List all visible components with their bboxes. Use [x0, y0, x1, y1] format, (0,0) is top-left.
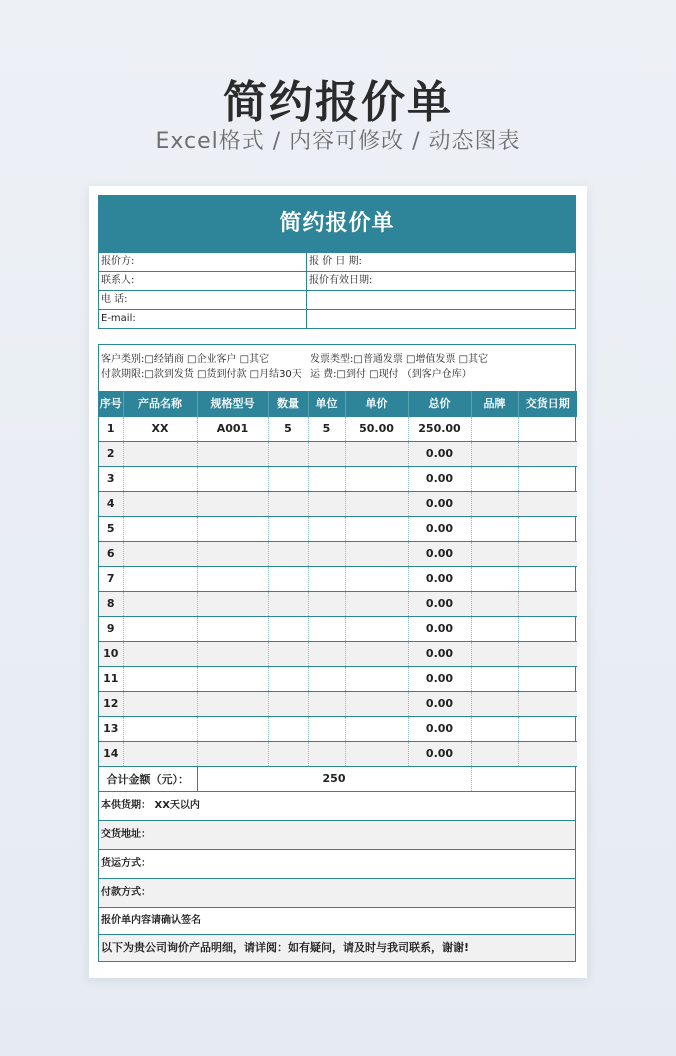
- table-row: [99, 641, 577, 666]
- delivery-date-cell[interactable]: [518, 591, 577, 616]
- table-row: [99, 566, 577, 591]
- info-blank-field[interactable]: [307, 310, 575, 328]
- brand-cell[interactable]: [471, 441, 518, 466]
- total-price-cell[interactable]: 0.00: [408, 741, 471, 766]
- unit-cell[interactable]: [308, 591, 345, 616]
- quantity-cell[interactable]: [268, 691, 308, 716]
- product-name-cell[interactable]: [123, 466, 197, 491]
- unit-cell[interactable]: [308, 541, 345, 566]
- brand-cell[interactable]: [471, 591, 518, 616]
- spec-cell[interactable]: [197, 616, 268, 641]
- quantity-cell[interactable]: [268, 491, 308, 516]
- table-header-row: [99, 391, 577, 416]
- brand-cell[interactable]: [471, 566, 518, 591]
- delivery-date-cell[interactable]: [518, 566, 577, 591]
- product-name-cell[interactable]: [123, 591, 197, 616]
- unit-cell[interactable]: [308, 666, 345, 691]
- column-header: 数量: [268, 391, 308, 416]
- shipping-method-note[interactable]: 货运方式：: [99, 849, 575, 878]
- unit-price-cell[interactable]: [345, 691, 408, 716]
- product-name-cell[interactable]: [123, 741, 197, 766]
- unit-cell[interactable]: 5: [308, 416, 345, 441]
- quantity-cell[interactable]: [268, 541, 308, 566]
- brand-cell[interactable]: [471, 666, 518, 691]
- product-name-cell[interactable]: [123, 666, 197, 691]
- header-section: [98, 195, 576, 329]
- table-row: [99, 491, 577, 516]
- quantity-cell[interactable]: [268, 666, 308, 691]
- product-name-cell[interactable]: [123, 541, 197, 566]
- spec-cell[interactable]: [197, 691, 268, 716]
- quantity-cell[interactable]: [268, 516, 308, 541]
- brand-cell[interactable]: [471, 716, 518, 741]
- unit-cell[interactable]: [308, 491, 345, 516]
- row-number: 10: [99, 641, 123, 666]
- brand-cell[interactable]: [471, 691, 518, 716]
- brand-cell[interactable]: [471, 466, 518, 491]
- unit-price-cell[interactable]: [345, 541, 408, 566]
- column-header: 总价: [408, 391, 471, 416]
- unit-price-cell[interactable]: [345, 591, 408, 616]
- total-row: [99, 766, 577, 791]
- delivery-address-note[interactable]: 交货地址：: [99, 820, 575, 849]
- table-row: [99, 616, 577, 641]
- column-header: 单价: [345, 391, 408, 416]
- spec-cell[interactable]: [197, 566, 268, 591]
- row-number: 5: [99, 516, 123, 541]
- quoter-field[interactable]: 报价方:: [99, 253, 307, 271]
- table-row: [99, 591, 577, 616]
- column-header: 单位: [308, 391, 345, 416]
- spec-cell[interactable]: [197, 491, 268, 516]
- total-price-cell[interactable]: 250.00: [408, 416, 471, 441]
- column-header: 规格型号: [197, 391, 268, 416]
- delivery-date-cell[interactable]: [518, 516, 577, 541]
- product-name-cell[interactable]: [123, 616, 197, 641]
- row-number: 12: [99, 691, 123, 716]
- payment-term-options[interactable]: 付款期限:□款到发货 □货到付款 □月结30天: [101, 369, 302, 380]
- total-price-cell[interactable]: 0.00: [408, 516, 471, 541]
- unit-price-cell[interactable]: [345, 666, 408, 691]
- row-number: 4: [99, 491, 123, 516]
- brand-cell[interactable]: [471, 741, 518, 766]
- invoice-type-options[interactable]: 发票类型:□普通发票 □增值发票 □其它: [310, 354, 489, 365]
- unit-price-cell[interactable]: 50.00: [345, 416, 408, 441]
- unit-price-cell[interactable]: [345, 616, 408, 641]
- unit-price-cell[interactable]: [345, 566, 408, 591]
- quote-sheet: [89, 186, 587, 978]
- unit-cell[interactable]: [308, 716, 345, 741]
- spec-cell[interactable]: [197, 666, 268, 691]
- delivery-period-note[interactable]: 本供货期： XX天以内: [99, 791, 575, 820]
- quantity-cell[interactable]: [268, 741, 308, 766]
- delivery-date-cell[interactable]: [518, 416, 577, 441]
- quantity-cell[interactable]: [268, 591, 308, 616]
- column-header: 交货日期: [518, 391, 577, 416]
- brand-cell[interactable]: [471, 541, 518, 566]
- unit-price-cell[interactable]: [345, 641, 408, 666]
- quantity-cell[interactable]: [268, 616, 308, 641]
- unit-price-cell[interactable]: [345, 741, 408, 766]
- row-number: 7: [99, 566, 123, 591]
- spec-cell[interactable]: [197, 641, 268, 666]
- brand-cell[interactable]: [471, 641, 518, 666]
- product-name-cell[interactable]: [123, 491, 197, 516]
- info-row: [99, 271, 575, 290]
- total-value[interactable]: 250: [197, 766, 471, 791]
- payment-method-note[interactable]: 付款方式：: [99, 878, 575, 907]
- delivery-date-cell[interactable]: [518, 441, 577, 466]
- quantity-cell[interactable]: 5: [268, 416, 308, 441]
- product-name-cell[interactable]: [123, 641, 197, 666]
- product-name-cell[interactable]: [123, 516, 197, 541]
- column-header: 品牌: [471, 391, 518, 416]
- unit-price-cell[interactable]: [345, 716, 408, 741]
- valid-date-field[interactable]: 报价有效日期:: [309, 275, 373, 286]
- unit-price-cell[interactable]: [345, 516, 408, 541]
- spec-cell[interactable]: [197, 516, 268, 541]
- spec-cell[interactable]: [197, 741, 268, 766]
- row-number: 9: [99, 616, 123, 641]
- info-blank-field[interactable]: [307, 291, 575, 309]
- brand-cell[interactable]: [471, 516, 518, 541]
- info-row: [99, 252, 575, 271]
- row-number: 1: [99, 416, 123, 441]
- customer-type-options[interactable]: 客户类别:□经销商 □企业客户 □其它: [101, 354, 270, 365]
- total-price-cell[interactable]: 0.00: [408, 541, 471, 566]
- sheet-banner: 简约报价单: [99, 196, 575, 252]
- total-price-cell[interactable]: 0.00: [408, 616, 471, 641]
- options-block: [99, 345, 575, 391]
- row-number: 11: [99, 666, 123, 691]
- spec-cell[interactable]: A001: [197, 416, 268, 441]
- unit-cell[interactable]: [308, 566, 345, 591]
- table-row: [99, 541, 577, 566]
- unit-price-cell[interactable]: [345, 441, 408, 466]
- quantity-cell[interactable]: [268, 566, 308, 591]
- table-row: [99, 716, 577, 741]
- column-header: 产品名称: [123, 391, 197, 416]
- row-number: 3: [99, 466, 123, 491]
- total-price-cell[interactable]: 0.00: [408, 641, 471, 666]
- brand-cell[interactable]: [471, 416, 518, 441]
- unit-price-cell[interactable]: [345, 466, 408, 491]
- row-number: 14: [99, 741, 123, 766]
- total-price-cell[interactable]: 0.00: [408, 466, 471, 491]
- unit-cell[interactable]: [308, 741, 345, 766]
- spec-cell[interactable]: [197, 716, 268, 741]
- unit-cell[interactable]: [308, 616, 345, 641]
- row-number: 2: [99, 441, 123, 466]
- shipping-options[interactable]: 运 费:□到付 □现付 （到客户仓库）: [310, 369, 472, 380]
- product-name-cell[interactable]: [123, 441, 197, 466]
- delivery-date-cell[interactable]: [518, 716, 577, 741]
- spec-cell[interactable]: [197, 541, 268, 566]
- phone-field[interactable]: 电 话:: [99, 291, 307, 309]
- table-row: [99, 441, 577, 466]
- column-header: 序号: [99, 391, 123, 416]
- table-row: [99, 416, 577, 441]
- delivery-date-cell[interactable]: [518, 741, 577, 766]
- total-price-cell[interactable]: 0.00: [408, 716, 471, 741]
- unit-cell[interactable]: [308, 641, 345, 666]
- total-price-cell[interactable]: 0.00: [408, 491, 471, 516]
- unit-cell[interactable]: [308, 516, 345, 541]
- product-name-cell[interactable]: [123, 566, 197, 591]
- closing-note: 以下为贵公司询价产品明细，请详阅：如有疑问，请及时与我司联系，谢谢!: [99, 934, 575, 961]
- table-row: [99, 666, 577, 691]
- delivery-date-cell[interactable]: [518, 466, 577, 491]
- total-label: 合计金额（元）：: [99, 766, 197, 791]
- unit-cell[interactable]: [308, 466, 345, 491]
- delivery-date-cell[interactable]: [518, 541, 577, 566]
- total-price-cell[interactable]: 0.00: [408, 666, 471, 691]
- unit-cell[interactable]: [308, 691, 345, 716]
- delivery-date-cell[interactable]: [518, 641, 577, 666]
- unit-cell[interactable]: [308, 441, 345, 466]
- unit-price-cell[interactable]: [345, 491, 408, 516]
- notes-block: [99, 791, 575, 961]
- brand-cell[interactable]: [471, 616, 518, 641]
- total-price-cell[interactable]: 0.00: [408, 691, 471, 716]
- quantity-cell[interactable]: [268, 716, 308, 741]
- total-price-cell[interactable]: 0.00: [408, 566, 471, 591]
- quantity-cell[interactable]: [268, 641, 308, 666]
- product-name-cell[interactable]: [123, 716, 197, 741]
- total-price-cell[interactable]: 0.00: [408, 441, 471, 466]
- quote-date-field[interactable]: 报 价 日 期:: [309, 256, 362, 267]
- table-row: [99, 741, 577, 766]
- info-row: [99, 290, 575, 309]
- spec-cell[interactable]: [197, 591, 268, 616]
- email-field[interactable]: E-mail:: [99, 310, 307, 328]
- contact-field[interactable]: 联系人:: [99, 272, 307, 290]
- delivery-date-cell[interactable]: [518, 616, 577, 641]
- total-blank[interactable]: [471, 766, 577, 791]
- delivery-date-cell[interactable]: [518, 491, 577, 516]
- delivery-date-cell[interactable]: [518, 666, 577, 691]
- items-table: [99, 391, 577, 791]
- total-price-cell[interactable]: 0.00: [408, 591, 471, 616]
- quantity-cell[interactable]: [268, 441, 308, 466]
- product-name-cell[interactable]: [123, 691, 197, 716]
- items-section: [98, 344, 576, 962]
- delivery-date-cell[interactable]: [518, 691, 577, 716]
- row-number: 6: [99, 541, 123, 566]
- row-number: 8: [99, 591, 123, 616]
- table-row: [99, 466, 577, 491]
- quantity-cell[interactable]: [268, 466, 308, 491]
- table-row: [99, 516, 577, 541]
- spec-cell[interactable]: [197, 441, 268, 466]
- signature-note[interactable]: 报价单内容请确认签名: [99, 907, 575, 934]
- brand-cell[interactable]: [471, 491, 518, 516]
- table-row: [99, 691, 577, 716]
- info-row: [99, 309, 575, 328]
- product-name-cell[interactable]: XX: [123, 416, 197, 441]
- hero-subtitle: Excel格式 / 内容可修改 / 动态图表: [155, 129, 521, 154]
- spec-cell[interactable]: [197, 466, 268, 491]
- row-number: 13: [99, 716, 123, 741]
- hero-title: 简约报价单: [223, 77, 453, 128]
